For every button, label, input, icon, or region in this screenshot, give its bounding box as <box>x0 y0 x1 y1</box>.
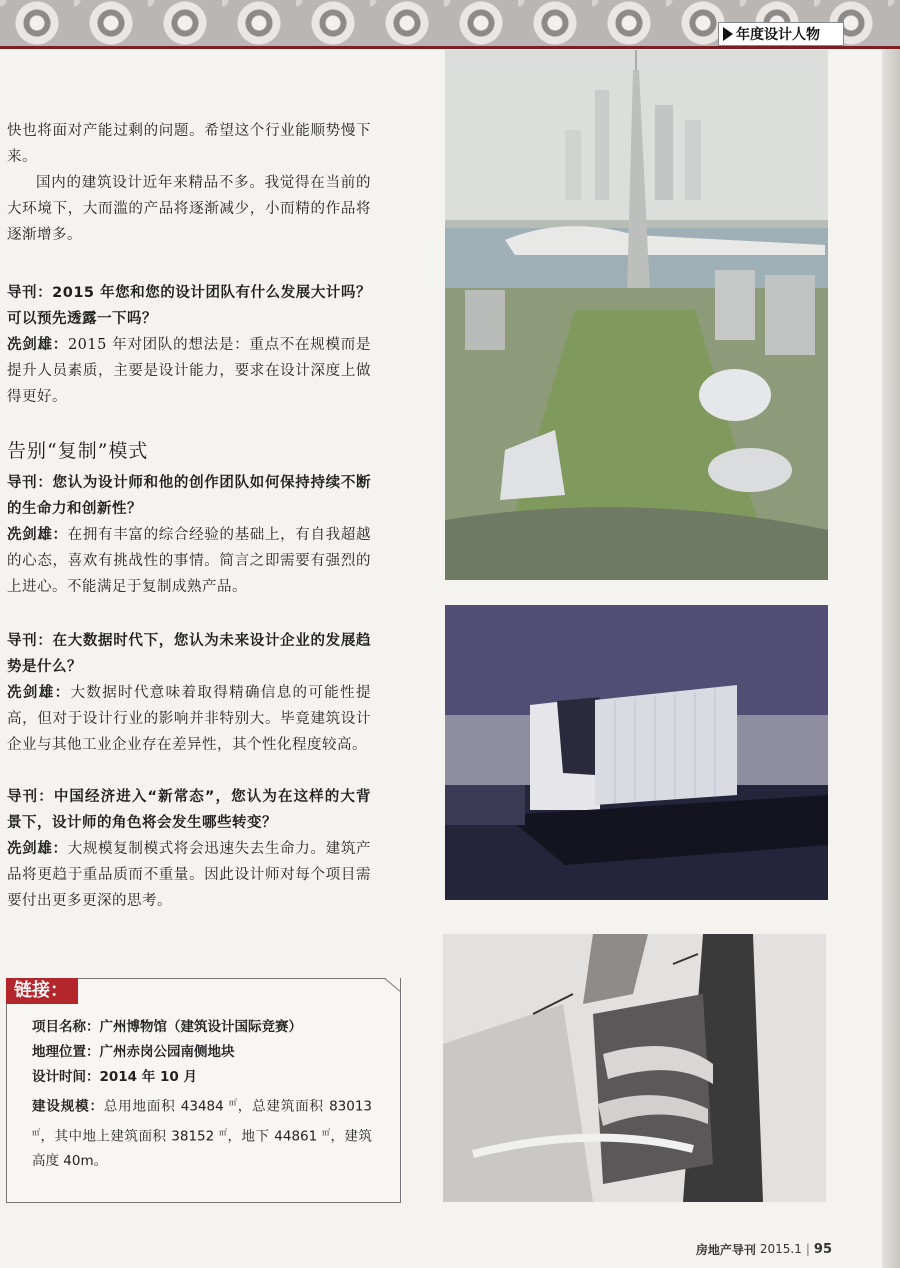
answer-2: 在拥有丰富的综合经验的基础上，有自我超越的心态，喜欢有挑战性的事情。简言之即需要有强烈的上进心。不能满足于复制成熟产品。 <box>7 527 372 595</box>
info-scale-key: 建设规模： <box>32 1098 104 1115</box>
qa-block-3 <box>7 628 371 758</box>
page-number: 95 <box>813 1241 832 1257</box>
info-location-key: 地理位置： <box>32 1044 100 1060</box>
info-project-key: 项目名称： <box>32 1019 100 1035</box>
qa-block-2 <box>7 470 371 600</box>
qa-block-1 <box>7 280 371 410</box>
aerial-render-illustration <box>445 50 828 580</box>
issue-number: 2015.1 <box>759 1242 802 1256</box>
answer-1-name: 冼剑雄： <box>7 337 68 353</box>
info-location-value: 广州赤岗公园南侧地块 <box>99 1044 235 1060</box>
paragraph-2: 国内的建筑设计近年来精品不多。我觉得在当前的大环境下，大而滥的产品将逐渐减少，小而精的作品将逐渐增多。 <box>7 175 371 243</box>
info-time-row <box>32 1065 372 1090</box>
exterior-render-illustration <box>445 605 828 900</box>
atrium-interior-render <box>443 934 826 1202</box>
info-scale-4: ，地下 44861 <box>227 1128 323 1144</box>
interior-render-illustration <box>443 934 826 1202</box>
section-label: 年度设计人物 <box>736 27 820 43</box>
answer-2-name: 冼剑雄： <box>7 527 68 543</box>
question-3: 导刊：在大数据时代下，您认为未来设计企业的发展趋势是什么？ <box>7 633 371 675</box>
info-scale-1: 总用地面积 43484 <box>103 1098 229 1115</box>
question-4: 导刊：中国经济进入“新常态”，您认为在这样的大背景下，设计师的角色将会发生哪些转变？ <box>7 789 371 831</box>
answer-1: 2015 年对团队的想法是：重点不在规模而是提升人员素质，主要是设计能力，要求在设计深度上做得更好。 <box>7 337 371 405</box>
info-location-row <box>32 1040 372 1065</box>
info-project-row <box>32 1015 372 1040</box>
info-project-value: 广州博物馆（建筑设计国际竞赛） <box>99 1019 302 1035</box>
info-time-key: 设计时间： <box>32 1069 100 1085</box>
unit-3: ㎡ <box>219 1127 228 1137</box>
answer-4-name: 冼剑雄： <box>7 841 68 857</box>
section-heading: 告别“复制”模式 <box>7 440 149 462</box>
qa-block-4 <box>7 784 371 914</box>
answer-3: 大数据时代意味着取得精确信息的可能性提高，但对于设计行业的影响并非特别大。毕竟建筑设计企业与其他工业企业存在差异性，其个性化程度较高。 <box>7 685 372 753</box>
page-footer <box>696 1238 832 1260</box>
play-triangle-icon <box>723 27 733 41</box>
answer-4: 大规模复制模式将会迅速失去生命力。建筑产品将更趋于重品质而不重量。因此设计师对每个项目需要付出更多更深的思考。 <box>7 841 372 909</box>
paragraph-1: 快也将面对产能过剩的问题。希望这个行业能顺势慢下来。 <box>7 123 371 165</box>
footer-divider: | <box>805 1242 810 1256</box>
museum-exterior-render <box>445 605 828 900</box>
info-time-value: 2014 年 10 月 <box>99 1069 197 1085</box>
unit-1: ㎡ <box>228 1098 238 1107</box>
question-2: 导刊：您认为设计师和他的创作团队如何保持持续不断的生命力和创新性？ <box>7 475 371 517</box>
aerial-masterplan-render <box>445 50 828 580</box>
page-gutter <box>882 49 900 1268</box>
section-tag <box>718 22 844 46</box>
info-scale-3: ，其中地上建筑面积 38152 <box>40 1128 219 1144</box>
info-scale-2: ，总建筑面积 83013 <box>237 1098 373 1115</box>
question-1: 导刊：2015 年您和您的设计团队有什么发展大计吗？可以预先透露一下吗？ <box>7 285 371 327</box>
answer-3-name: 冼剑雄： <box>7 685 71 701</box>
project-info-lines <box>32 1015 372 1174</box>
unit-4: ㎡ <box>322 1127 331 1137</box>
magazine-name: 房地产导刊 <box>695 1242 756 1257</box>
link-label: 链接： <box>6 978 78 1004</box>
unit-2: ㎡ <box>32 1127 41 1137</box>
intro-paragraphs <box>7 118 371 248</box>
info-scale-5: ，建筑高度 40m。 <box>32 1128 373 1169</box>
info-scale-row <box>32 1090 372 1174</box>
